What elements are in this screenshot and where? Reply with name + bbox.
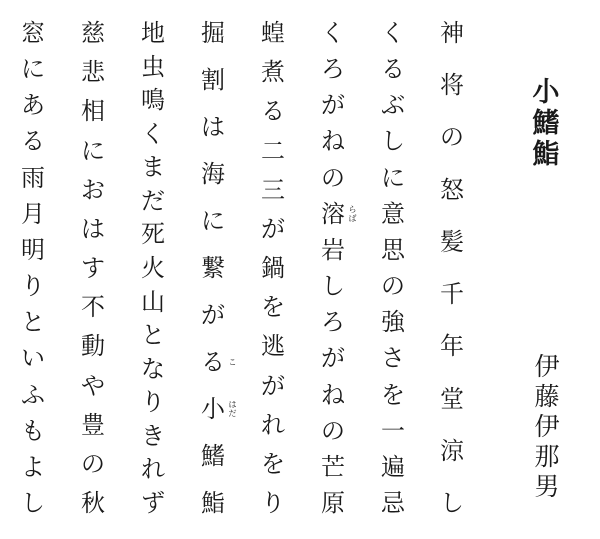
poem-char: 逃	[261, 332, 285, 361]
poem-char: し	[440, 489, 464, 517]
poem-char: 芒	[321, 452, 345, 481]
poem-char: 掘	[201, 19, 225, 47]
poem-char: や	[81, 371, 105, 400]
poem-char: 三	[261, 175, 285, 204]
poem-char: ろ	[321, 308, 345, 337]
ruby-char: こ	[228, 357, 237, 367]
poem-char: が	[321, 91, 345, 120]
poem-char: ぶ	[381, 91, 405, 120]
poem-char: し	[321, 272, 345, 301]
poem-char: 相	[81, 97, 105, 126]
ruby-annotation	[228, 400, 237, 418]
poem-char: る	[381, 55, 405, 84]
poem-char: よ	[21, 452, 45, 481]
poem-char: 地	[141, 19, 165, 47]
poem-char: お	[81, 175, 105, 204]
poem-char: し	[381, 127, 405, 156]
poem-char: 不	[81, 293, 105, 322]
poem-char: き	[141, 421, 165, 450]
ruby-annotation	[348, 205, 357, 223]
ruby-char: は	[228, 400, 237, 409]
poem-char: 割	[201, 66, 225, 94]
poem-char: 怒	[440, 175, 464, 204]
poem-char: が	[261, 371, 285, 400]
ruby-char: だ	[228, 409, 237, 418]
poem-char: は	[201, 113, 225, 141]
poem-char: 小	[201, 395, 225, 423]
poem-char: 神	[440, 19, 464, 47]
poem-line-2	[377, 18, 409, 518]
poem-char: る	[261, 97, 285, 126]
poem-char: 火	[141, 254, 165, 282]
poem-char: 髪	[440, 227, 464, 256]
poem-char: 強	[381, 308, 405, 337]
poem-char: 悲	[81, 58, 105, 87]
poem-char: 将	[440, 71, 464, 100]
poem-char: ふ	[21, 380, 45, 409]
poem-char: に	[201, 207, 225, 235]
poem-char: 鳴	[141, 86, 165, 115]
poem-char: ろ	[321, 55, 345, 84]
ruby-annotation	[228, 358, 237, 367]
poem-char: 忌	[381, 489, 405, 517]
poem-char: す	[81, 254, 105, 282]
ruby-char: ば	[348, 213, 357, 223]
poem-char: を	[261, 449, 285, 478]
poem-char: ね	[321, 380, 345, 409]
poem-line-6	[137, 18, 169, 518]
title-char: 小	[532, 77, 560, 108]
poem-char: が	[261, 214, 285, 243]
poem-char: ず	[141, 489, 165, 517]
poem-char: 鍋	[261, 254, 285, 282]
poem-char: 鮨	[201, 489, 225, 517]
poem-char: 一	[381, 416, 405, 445]
poem-char: 堂	[440, 384, 464, 413]
poem-char: 遍	[381, 452, 405, 481]
poem-char: 蝗	[261, 19, 285, 47]
author-name	[531, 352, 563, 502]
poem-char: に	[81, 136, 105, 165]
poem-char: の	[321, 416, 345, 445]
poem-char: 二	[261, 136, 285, 165]
poem-char: 思	[381, 235, 405, 264]
poem-char: 死	[141, 220, 165, 249]
author-char: 伊	[534, 352, 560, 381]
poem-char: く	[141, 119, 165, 148]
poem-char: の	[440, 123, 464, 152]
poem-char: 溶	[321, 199, 345, 228]
poem-char: さ	[381, 344, 405, 373]
poem-char: と	[21, 308, 45, 337]
poem-char: 雨	[21, 163, 45, 192]
poem-char: が	[201, 301, 225, 329]
poem-char: 明	[21, 235, 45, 264]
poem-char: 虫	[141, 52, 165, 81]
poem-char: 原	[321, 489, 345, 517]
poem-char: く	[321, 19, 345, 47]
poem-char: に	[381, 163, 405, 192]
poem-char: 繋	[201, 254, 225, 282]
poem-char: が	[321, 344, 345, 373]
author-char: 那	[534, 442, 560, 471]
poem-char: を	[381, 380, 405, 409]
poem-char: と	[141, 321, 165, 350]
poem-char: 山	[141, 287, 165, 316]
poem-char: な	[141, 354, 165, 383]
poem-char: る	[201, 348, 225, 376]
poem-char: は	[81, 214, 105, 243]
poem-title	[529, 77, 563, 170]
poem-char: り	[261, 489, 285, 517]
poem-char: 千	[440, 280, 464, 309]
poem-char: の	[81, 449, 105, 478]
poem-line-4	[257, 18, 289, 518]
poem-char: 慈	[81, 19, 105, 47]
author-char: 藤	[534, 382, 560, 411]
title-char: 鰭	[532, 108, 560, 139]
poem-char: 涼	[440, 436, 464, 465]
poem-char: 動	[81, 332, 105, 361]
poem-line-3	[317, 18, 349, 518]
poem-line-8	[17, 18, 49, 518]
poem-char: り	[141, 388, 165, 417]
poem-char: し	[21, 489, 45, 517]
poem-char: ま	[141, 153, 165, 182]
poem-char: に	[21, 55, 45, 84]
poem-char: ね	[321, 127, 345, 156]
title-char: 鮨	[532, 139, 560, 170]
poem-char: の	[321, 163, 345, 192]
ruby-char: ら	[348, 204, 357, 214]
poem-char: も	[21, 416, 45, 445]
poem-line-5	[197, 18, 229, 518]
poem-char: り	[21, 272, 45, 301]
poem-char: を	[261, 293, 285, 322]
poem-char: く	[381, 19, 405, 47]
poem-char: 意	[381, 199, 405, 228]
poem-char: れ	[261, 410, 285, 439]
poem-char: 秋	[81, 489, 105, 517]
poem-char: 豊	[81, 410, 105, 439]
poem-char: れ	[141, 455, 165, 484]
poem-line-1	[436, 18, 468, 518]
poem-char: 岩	[321, 235, 345, 264]
poem-char: 鰭	[201, 442, 225, 470]
poem-char: い	[21, 344, 45, 373]
author-char: 伊	[534, 412, 560, 441]
author-char: 男	[534, 472, 560, 501]
poem-char: 年	[440, 332, 464, 361]
poem-char: 月	[21, 199, 45, 228]
poem-char: る	[21, 127, 45, 156]
poem-line-7	[77, 18, 109, 518]
poem-char: あ	[21, 91, 45, 120]
poem-char: の	[381, 272, 405, 301]
poem-char: 窓	[21, 19, 45, 47]
poem-char: 煮	[261, 58, 285, 87]
poem-char: だ	[141, 186, 165, 215]
poem-char: 海	[201, 160, 225, 188]
